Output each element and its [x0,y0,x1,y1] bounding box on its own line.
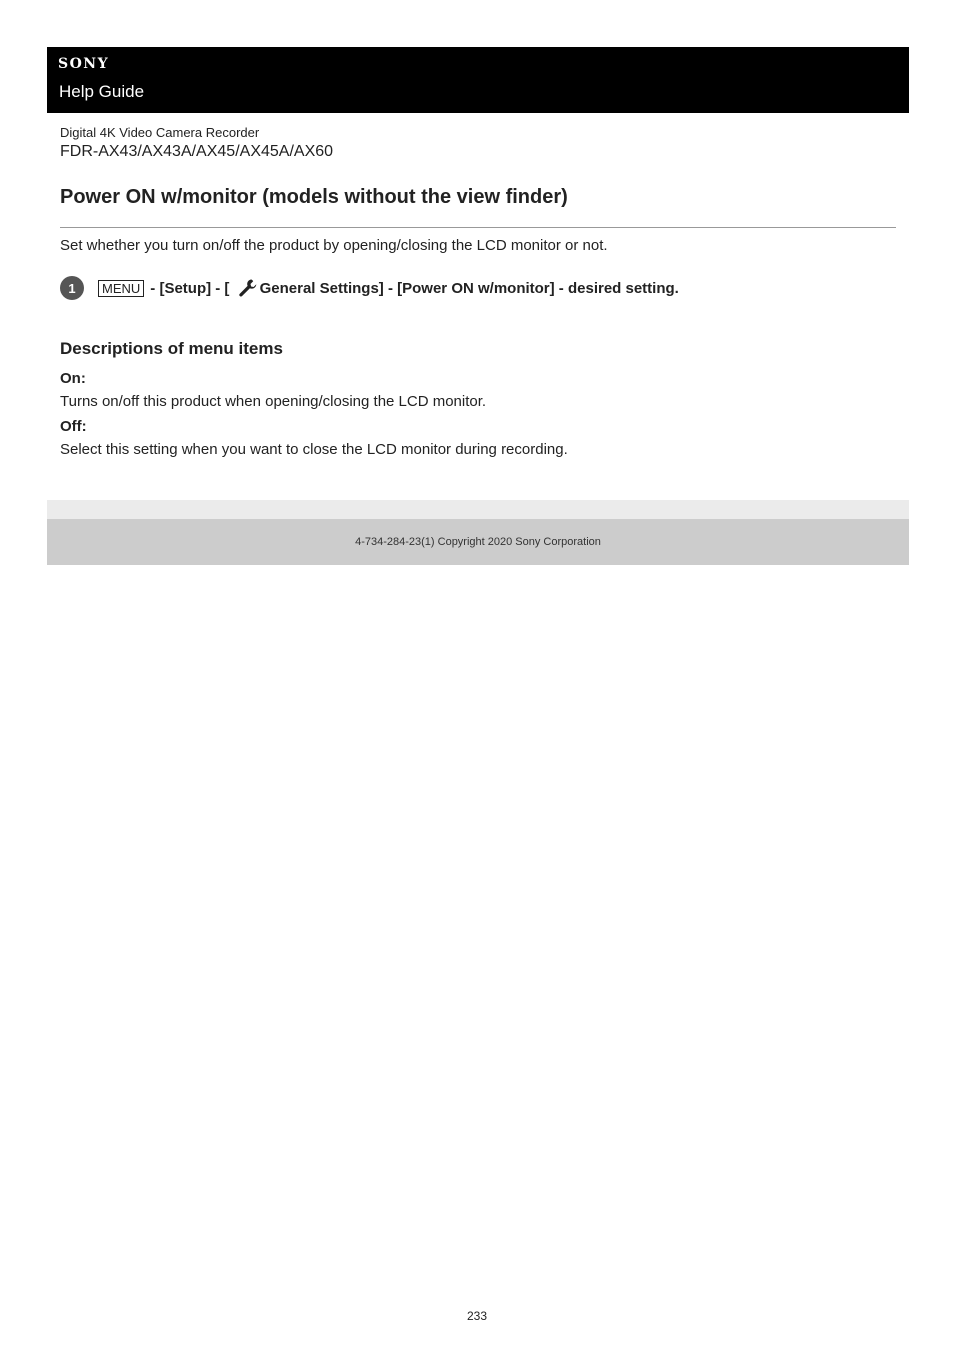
step-number-badge: 1 [60,276,84,300]
page-title: Power ON w/monitor (models without the view finder) [60,186,568,208]
wrench-icon [238,278,258,298]
footer-top-band [47,500,909,519]
model-names: FDR-AX43/AX43A/AX45/AX45A/AX60 [60,143,334,160]
footer-bar [47,519,909,565]
intro-text: Set whether you turn on/off the product by opening/closing the LCD monitor or not. [60,237,608,254]
header-bar [47,47,909,113]
term-off: Off: [60,418,87,435]
step-1 [60,276,900,300]
menu-key-label: MENU [98,280,144,297]
step-text-before-icon: - [Setup] - [ [150,279,234,297]
copyright-text: 4-734-284-23(1) Copyright 2020 Sony Corporation [355,536,601,548]
step-text-after-icon: General Settings] - [Power ON w/monitor] - desired setting. [259,279,679,297]
title-divider [60,227,896,228]
product-category: Digital 4K Video Camera Recorder [60,125,260,140]
page-number: 233 [466,1309,488,1323]
description-on: Turns on/off this product when opening/closing the LCD monitor. [60,393,487,410]
help-guide-label: Help Guide [59,82,145,101]
term-on: On: [60,370,86,387]
descriptions-heading: Descriptions of menu items [60,339,283,358]
sony-logo: SONY [58,56,110,72]
description-off: Select this setting when you want to close the LCD monitor during recording. [60,441,568,458]
